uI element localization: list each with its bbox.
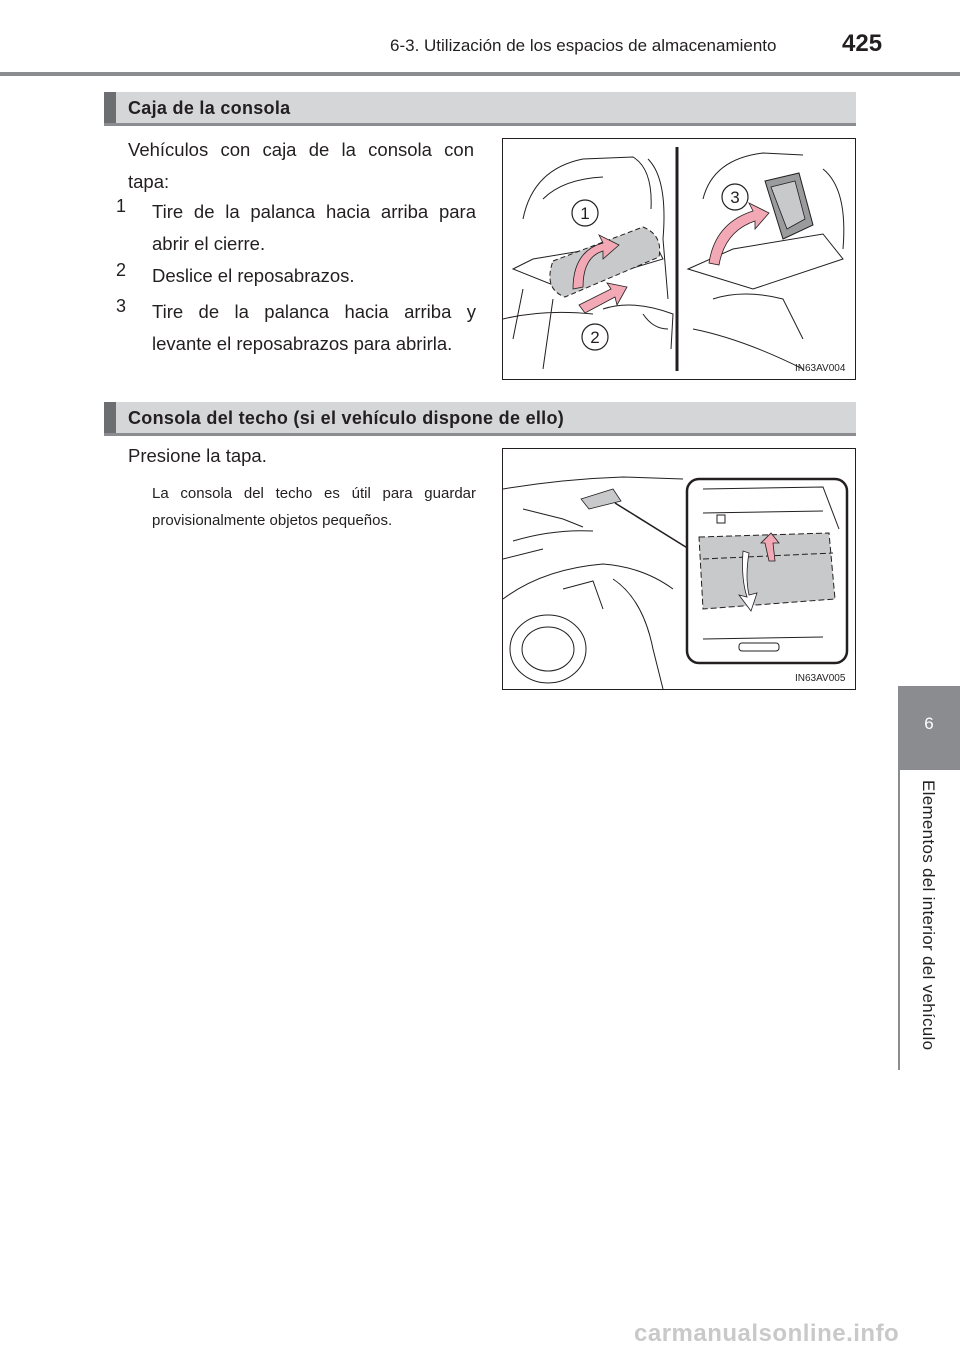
step-number: 3 [116,296,127,316]
side-divider [898,770,900,1070]
chapter-title: Elementos del interior del vehículo [919,780,938,1051]
callout-label: 2 [590,328,600,347]
step-number: 1 [116,196,127,216]
section-intro: Vehículos con caja de la consola con tapa: [128,139,474,192]
watermark: carmanualsonline.info [634,1320,900,1347]
section-title: Caja de la consola [128,98,291,118]
step-text: Tire de la palanca hacia arriba para abrir el cierre. [152,201,476,254]
overhead-console-drawing [503,449,857,691]
console-box-drawing [503,139,857,381]
running-header: 6-3. Utilización de los espacios de almacenamiento [390,36,777,55]
figure-code: IN63AV004 [795,363,846,374]
page-number: 425 [842,30,883,57]
step-text: Tire de la palanca hacia arriba y levante el reposabrazos para abrirla. [152,301,476,354]
step-text: Deslice el reposabrazos. [152,265,355,286]
section-heading-console-box [104,92,856,126]
section-heading-overhead-console [104,402,856,436]
section-note: La consola del techo es útil para guardar provisionalmente objetos pequeños. [152,485,476,529]
section-accent [104,402,116,433]
section-accent [104,92,116,123]
header-rule [0,72,960,76]
section-title: Consola del techo (si el vehículo dispone de ello) [128,408,565,428]
console-box-illustration [502,138,856,380]
figure-code: IN63AV005 [795,673,846,684]
overhead-console-illustration [502,448,856,690]
chapter-tab [898,686,960,770]
step-number: 2 [116,260,127,280]
section-intro: Presione la tapa. [128,445,267,466]
callout-label: 1 [580,204,590,223]
callout-label: 3 [730,188,740,207]
chapter-number: 6 [924,714,934,733]
